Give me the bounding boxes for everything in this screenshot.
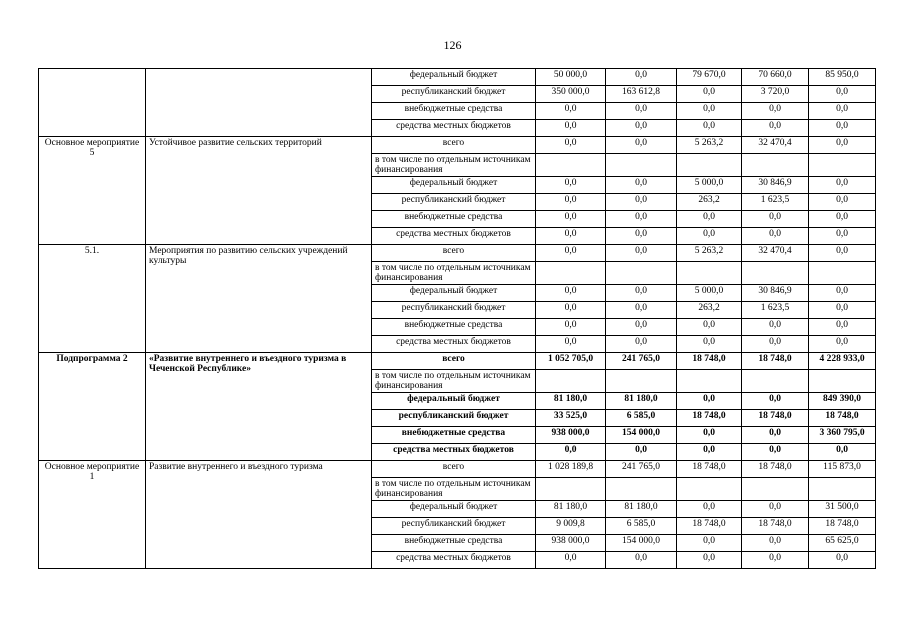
value-cell: 0,0: [742, 103, 809, 120]
funding-source-cell: республиканский бюджет: [372, 194, 536, 211]
funding-source-cell: внебюджетные средства: [372, 427, 536, 444]
funding-source-cell: внебюджетные средства: [372, 103, 536, 120]
value-cell: 0,0: [677, 427, 742, 444]
funding-source-cell: федеральный бюджет: [372, 69, 536, 86]
value-cell: [742, 262, 809, 285]
funding-source-cell: всего: [372, 245, 536, 262]
table-row: [39, 353, 876, 370]
program-name-cell: Развитие внутреннего и въездного туризма: [146, 461, 372, 569]
value-cell: 0,0: [606, 120, 677, 137]
value-cell: 0,0: [536, 319, 606, 336]
value-cell: 0,0: [809, 194, 876, 211]
value-cell: 18 748,0: [742, 461, 809, 478]
funding-source-cell: республиканский бюджет: [372, 302, 536, 319]
value-cell: [809, 154, 876, 177]
value-cell: 3 720,0: [742, 86, 809, 103]
program-code-cell: 5.1.: [39, 245, 146, 353]
value-cell: 0,0: [536, 228, 606, 245]
value-cell: [809, 370, 876, 393]
value-cell: 6 585,0: [606, 410, 677, 427]
value-cell: [677, 154, 742, 177]
funding-source-cell: республиканский бюджет: [372, 86, 536, 103]
value-cell: 0,0: [809, 137, 876, 154]
value-cell: 0,0: [536, 194, 606, 211]
value-cell: 0,0: [606, 211, 677, 228]
value-cell: 5 000,0: [677, 285, 742, 302]
page-number: 126: [443, 38, 462, 52]
value-cell: 18 748,0: [742, 410, 809, 427]
funding-source-cell: всего: [372, 137, 536, 154]
program-code-cell: Основное мероприятие 1: [39, 461, 146, 569]
value-cell: 115 873,0: [809, 461, 876, 478]
funding-source-cell: средства местных бюджетов: [372, 336, 536, 353]
program-name-cell: Мероприятия по развитию сельских учреждений культуры: [146, 245, 372, 353]
value-cell: 263,2: [677, 302, 742, 319]
value-cell: [536, 478, 606, 501]
value-cell: [742, 370, 809, 393]
value-cell: 0,0: [809, 177, 876, 194]
value-cell: 0,0: [536, 120, 606, 137]
value-cell: 0,0: [606, 336, 677, 353]
value-cell: 0,0: [677, 211, 742, 228]
value-cell: 0,0: [536, 211, 606, 228]
funding-source-cell: республиканский бюджет: [372, 410, 536, 427]
funding-source-cell: республиканский бюджет: [372, 518, 536, 535]
value-cell: 0,0: [606, 194, 677, 211]
value-cell: 0,0: [677, 393, 742, 410]
value-cell: 18 748,0: [809, 518, 876, 535]
value-cell: 263,2: [677, 194, 742, 211]
value-cell: 18 748,0: [677, 518, 742, 535]
value-cell: 81 180,0: [536, 393, 606, 410]
value-cell: 18 748,0: [809, 410, 876, 427]
value-cell: 0,0: [606, 69, 677, 86]
value-cell: [606, 370, 677, 393]
value-cell: 154 000,0: [606, 535, 677, 552]
value-cell: 65 625,0: [809, 535, 876, 552]
value-cell: 1 052 705,0: [536, 353, 606, 370]
value-cell: 0,0: [809, 103, 876, 120]
value-cell: 0,0: [536, 103, 606, 120]
value-cell: 849 390,0: [809, 393, 876, 410]
value-cell: 938 000,0: [536, 535, 606, 552]
funding-source-cell: федеральный бюджет: [372, 177, 536, 194]
value-cell: 0,0: [809, 552, 876, 569]
value-cell: 0,0: [742, 336, 809, 353]
funding-source-cell: федеральный бюджет: [372, 393, 536, 410]
value-cell: 0,0: [742, 535, 809, 552]
value-cell: 0,0: [809, 120, 876, 137]
program-code-cell: [39, 69, 146, 137]
funding-source-cell: федеральный бюджет: [372, 501, 536, 518]
value-cell: 0,0: [606, 319, 677, 336]
value-cell: 1 028 189,8: [536, 461, 606, 478]
value-cell: 6 585,0: [606, 518, 677, 535]
value-cell: 0,0: [677, 120, 742, 137]
value-cell: 0,0: [536, 177, 606, 194]
value-cell: 0,0: [742, 120, 809, 137]
value-cell: 0,0: [677, 501, 742, 518]
value-cell: 5 263,2: [677, 137, 742, 154]
value-cell: [677, 262, 742, 285]
value-cell: 0,0: [536, 285, 606, 302]
value-cell: 32 470,4: [742, 137, 809, 154]
value-cell: 85 950,0: [809, 69, 876, 86]
budget-table: [38, 68, 876, 569]
value-cell: 0,0: [606, 228, 677, 245]
value-cell: 241 765,0: [606, 461, 677, 478]
funding-source-cell: всего: [372, 461, 536, 478]
value-cell: 0,0: [606, 137, 677, 154]
value-cell: [677, 370, 742, 393]
funding-source-cell: в том числе по отдельным источникам финансирования: [372, 154, 536, 177]
value-cell: 0,0: [606, 285, 677, 302]
value-cell: 0,0: [536, 137, 606, 154]
value-cell: 79 670,0: [677, 69, 742, 86]
funding-source-cell: средства местных бюджетов: [372, 228, 536, 245]
value-cell: 81 180,0: [536, 501, 606, 518]
funding-source-cell: внебюджетные средства: [372, 535, 536, 552]
value-cell: [742, 154, 809, 177]
value-cell: 18 748,0: [677, 410, 742, 427]
value-cell: 50 000,0: [536, 69, 606, 86]
value-cell: 0,0: [606, 302, 677, 319]
value-cell: [606, 154, 677, 177]
value-cell: 18 748,0: [742, 518, 809, 535]
program-code-cell: Подпрограмма 2: [39, 353, 146, 461]
value-cell: 0,0: [606, 245, 677, 262]
value-cell: 0,0: [606, 177, 677, 194]
table-row: [39, 137, 876, 154]
value-cell: 32 470,4: [742, 245, 809, 262]
value-cell: 0,0: [742, 427, 809, 444]
value-cell: 0,0: [536, 336, 606, 353]
value-cell: 4 228 933,0: [809, 353, 876, 370]
funding-source-cell: федеральный бюджет: [372, 285, 536, 302]
funding-source-cell: в том числе по отдельным источникам финансирования: [372, 478, 536, 501]
funding-source-cell: внебюджетные средства: [372, 211, 536, 228]
value-cell: 0,0: [677, 444, 742, 461]
value-cell: 30 846,9: [742, 285, 809, 302]
value-cell: 18 748,0: [677, 461, 742, 478]
value-cell: [536, 370, 606, 393]
table-row: [39, 461, 876, 478]
funding-source-cell: средства местных бюджетов: [372, 552, 536, 569]
value-cell: 0,0: [677, 535, 742, 552]
value-cell: [606, 478, 677, 501]
value-cell: 0,0: [742, 444, 809, 461]
value-cell: 0,0: [809, 285, 876, 302]
program-code-cell: Основное мероприятие 5: [39, 137, 146, 245]
value-cell: 81 180,0: [606, 393, 677, 410]
value-cell: 0,0: [809, 86, 876, 103]
value-cell: 30 846,9: [742, 177, 809, 194]
value-cell: 0,0: [536, 552, 606, 569]
value-cell: 0,0: [809, 228, 876, 245]
value-cell: 0,0: [742, 228, 809, 245]
table-row: [39, 69, 876, 86]
value-cell: 0,0: [677, 228, 742, 245]
value-cell: 0,0: [606, 444, 677, 461]
value-cell: 154 000,0: [606, 427, 677, 444]
value-cell: 5 000,0: [677, 177, 742, 194]
value-cell: 938 000,0: [536, 427, 606, 444]
value-cell: 0,0: [677, 552, 742, 569]
table-row: [39, 245, 876, 262]
value-cell: 350 000,0: [536, 86, 606, 103]
value-cell: 241 765,0: [606, 353, 677, 370]
value-cell: 0,0: [677, 319, 742, 336]
program-name-cell: Устойчивое развитие сельских территорий: [146, 137, 372, 245]
value-cell: [536, 262, 606, 285]
value-cell: 0,0: [606, 103, 677, 120]
value-cell: 9 009,8: [536, 518, 606, 535]
value-cell: 0,0: [809, 444, 876, 461]
value-cell: 0,0: [809, 211, 876, 228]
value-cell: 0,0: [809, 336, 876, 353]
value-cell: 0,0: [677, 336, 742, 353]
funding-source-cell: всего: [372, 353, 536, 370]
value-cell: [677, 478, 742, 501]
value-cell: 0,0: [809, 245, 876, 262]
value-cell: 0,0: [742, 393, 809, 410]
value-cell: 0,0: [742, 211, 809, 228]
value-cell: 0,0: [742, 319, 809, 336]
value-cell: 0,0: [809, 319, 876, 336]
value-cell: 3 360 795,0: [809, 427, 876, 444]
value-cell: 1 623,5: [742, 194, 809, 211]
funding-source-cell: в том числе по отдельным источникам финансирования: [372, 262, 536, 285]
program-name-cell: «Развитие внутреннего и въездного туризма в Чеченской Республике»: [146, 353, 372, 461]
value-cell: 0,0: [742, 552, 809, 569]
funding-source-cell: в том числе по отдельным источникам финансирования: [372, 370, 536, 393]
value-cell: 0,0: [536, 302, 606, 319]
value-cell: 5 263,2: [677, 245, 742, 262]
value-cell: 0,0: [742, 501, 809, 518]
value-cell: 31 500,0: [809, 501, 876, 518]
value-cell: [606, 262, 677, 285]
value-cell: 70 660,0: [742, 69, 809, 86]
value-cell: 33 525,0: [536, 410, 606, 427]
value-cell: 0,0: [809, 302, 876, 319]
value-cell: [809, 262, 876, 285]
value-cell: 0,0: [536, 245, 606, 262]
value-cell: 163 612,8: [606, 86, 677, 103]
value-cell: 81 180,0: [606, 501, 677, 518]
value-cell: 0,0: [606, 552, 677, 569]
value-cell: [809, 478, 876, 501]
value-cell: 0,0: [677, 103, 742, 120]
value-cell: [742, 478, 809, 501]
value-cell: 1 623,5: [742, 302, 809, 319]
program-name-cell: [146, 69, 372, 137]
funding-source-cell: внебюджетные средства: [372, 319, 536, 336]
value-cell: [536, 154, 606, 177]
value-cell: 0,0: [536, 444, 606, 461]
funding-source-cell: средства местных бюджетов: [372, 120, 536, 137]
value-cell: 18 748,0: [677, 353, 742, 370]
value-cell: 0,0: [677, 86, 742, 103]
value-cell: 18 748,0: [742, 353, 809, 370]
funding-source-cell: средства местных бюджетов: [372, 444, 536, 461]
